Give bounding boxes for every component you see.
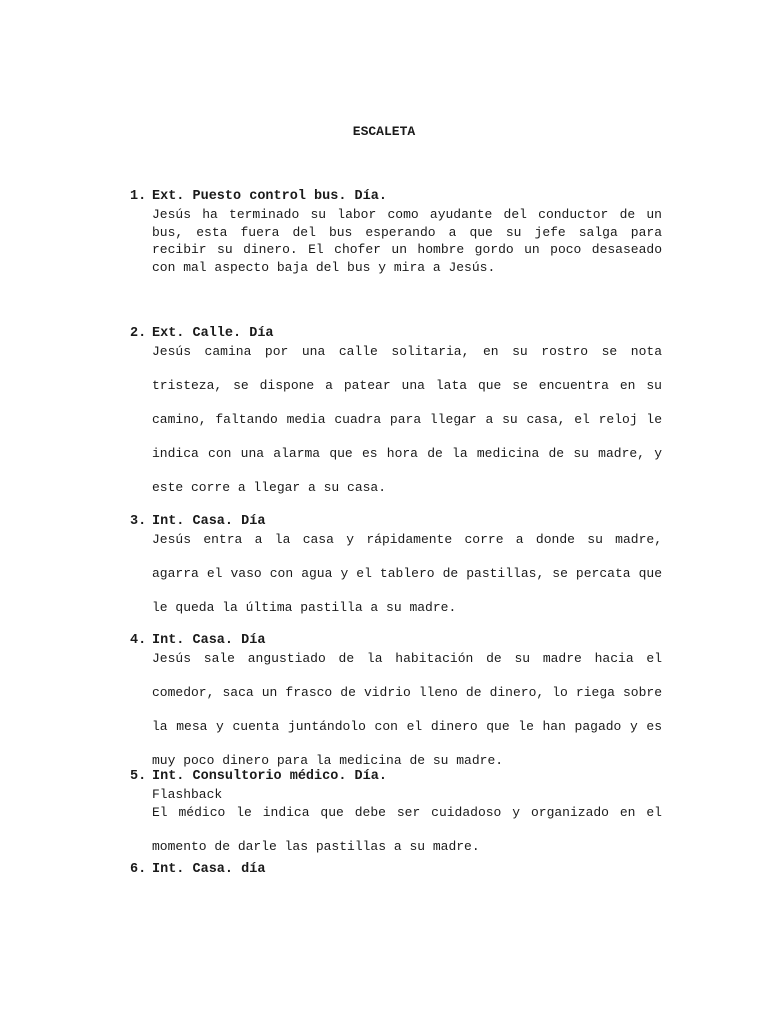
scene-description <box>152 523 662 625</box>
scene-text: Jesús ha terminado su labor como ayudante del conductor de un bus, esta fuera del bus esperando a que su jefe salga para recibir su dinero. El chofer un hombre gordo un poco desaseado con mal aspecto baja del bus y mira a Jesús. <box>152 207 662 275</box>
scene-description <box>152 796 662 864</box>
scene-heading <box>130 188 662 206</box>
scene-number: 6. <box>130 862 147 877</box>
scene-1 <box>130 188 662 276</box>
scene-5 <box>130 768 662 864</box>
scene-4 <box>130 632 662 778</box>
scene-description <box>152 642 662 778</box>
scene-slugline: Int. Consultorio médico. Día. <box>152 769 387 784</box>
scene-text: Jesús entra a la casa y rápidamente corre a donde su madre, agarra el vaso con agua y el tablero de pastillas, se percata que le queda la última pastilla a su madre. <box>152 532 662 615</box>
scene-description <box>152 335 662 505</box>
scene-slugline: Ext. Puesto control bus. Día. <box>152 189 387 204</box>
scene-number: 5. <box>130 769 147 784</box>
document-title: ESCALETA <box>352 124 416 139</box>
scene-number: 1. <box>130 189 147 204</box>
scene-text: Jesús camina por una calle solitaria, en su rostro se nota tristeza, se dispone a patear una lata que se encuentra en su camino, faltando media cuadra para llegar a su casa, el reloj le indica con una alarma que es hora de la medicina de su madre, y este corre a llegar a su casa. <box>152 344 662 495</box>
scene-6 <box>130 861 662 879</box>
scene-number: 4. <box>130 633 147 648</box>
scene-slugline: Ext. Calle. Día <box>152 326 274 341</box>
scene-slugline: Int. Casa. Día <box>152 514 266 529</box>
scene-description <box>152 206 662 276</box>
scene-heading <box>130 768 662 786</box>
scene-number: 2. <box>130 326 147 341</box>
scene-3 <box>130 513 662 625</box>
scene-number: 3. <box>130 514 147 529</box>
scene-slugline: Int. Casa. Día <box>152 633 266 648</box>
scene-2 <box>130 325 662 505</box>
scene-text: Jesús sale angustiado de la habitación de su madre hacia el comedor, saca un frasco de vidrio lleno de dinero, lo riega sobre la mesa y cuenta juntándolo con el dinero que le han pagado y es muy poco dinero para la medicina de su madre. <box>152 651 662 768</box>
flashback-note: Flashback <box>152 787 223 802</box>
scene-heading <box>130 861 662 879</box>
scene-text: El médico le indica que debe ser cuidadoso y organizado en el momento de darle las pastillas a su madre. <box>152 804 662 854</box>
scene-slugline: Int. Casa. día <box>152 862 266 877</box>
